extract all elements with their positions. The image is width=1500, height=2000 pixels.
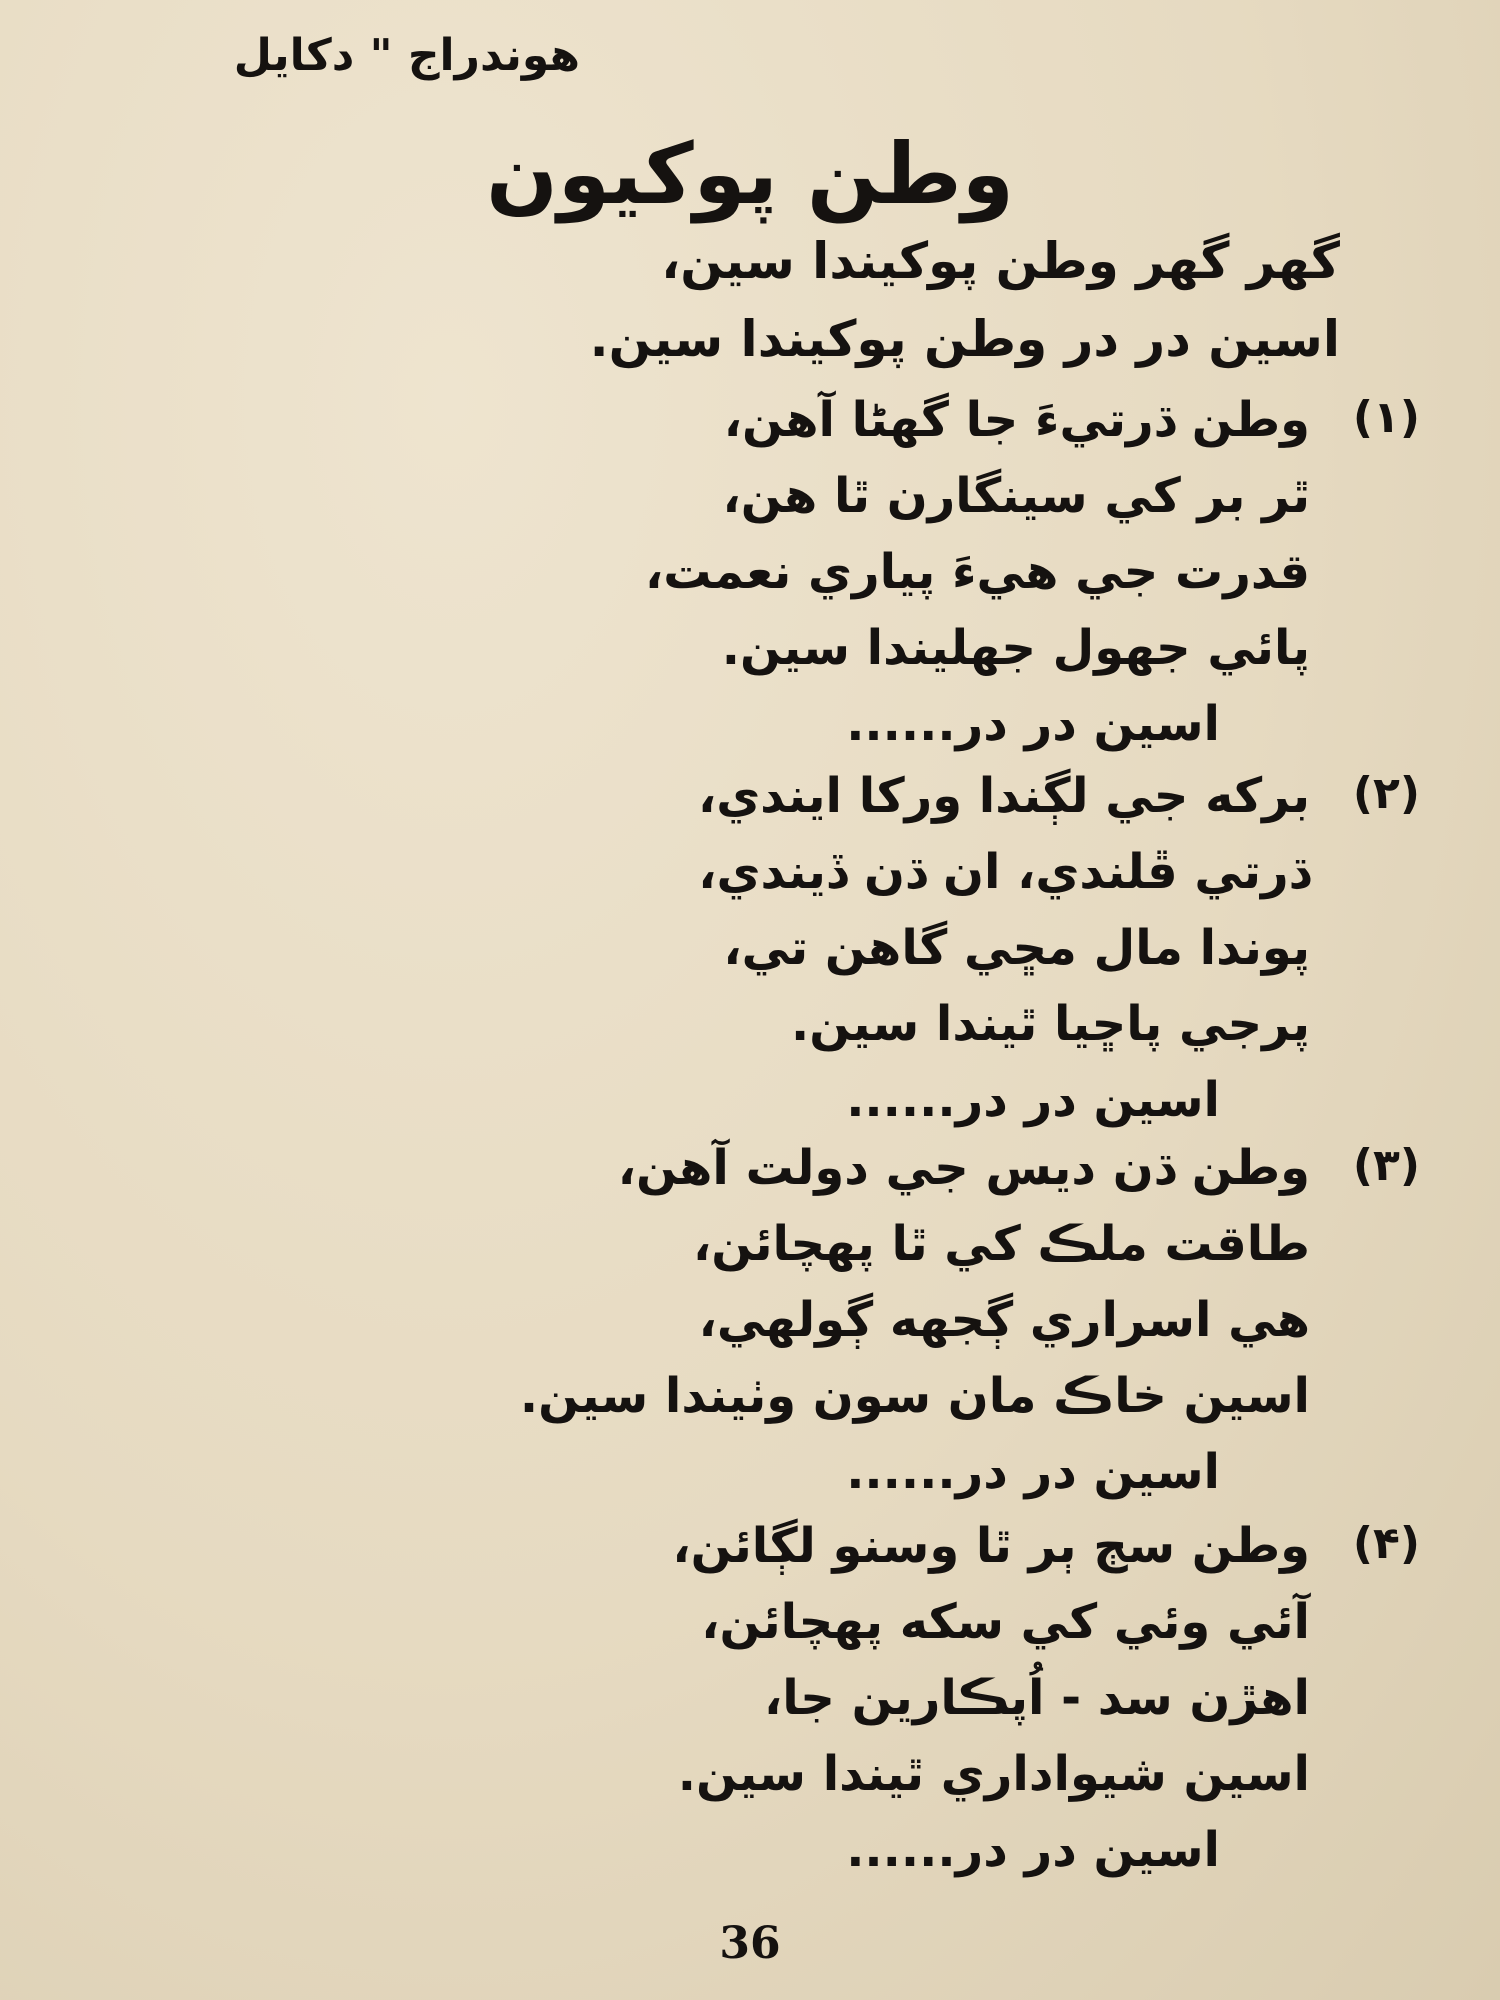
- stanza-line-text: آئي وئي کي سکه پهچائن،: [701, 1594, 1310, 1650]
- stanza-2: [200, 768, 1420, 1148]
- chorus-line: [200, 696, 1420, 772]
- stanza-line-text: برکه جي لڳندا ورکا ايندي،: [697, 768, 1310, 824]
- stanza-number: (۴): [1352, 1518, 1420, 1569]
- stanza-line-text: پرجي پاڇيا ٿيندا سين.: [790, 996, 1310, 1052]
- stanza-line-text: ڌرتي ڦلندي، ان ڌن ڏيندي،: [698, 844, 1310, 900]
- refrain: [260, 232, 1340, 388]
- stanza-line: [200, 1216, 1420, 1292]
- chorus-text: اسين در در......: [846, 696, 1220, 752]
- stanza-line: [200, 1670, 1420, 1746]
- stanza-line-text: پوندا مال مڇي گاهن تي،: [723, 920, 1310, 976]
- poem-title: وطن پوکيون: [486, 125, 1014, 223]
- stanza-line-text: پائي جهول جهليندا سين.: [721, 620, 1310, 676]
- stanza-line: [200, 1292, 1420, 1368]
- refrain-line: گهر گهر وطن پوکيندا سين،: [661, 232, 1340, 290]
- stanza-line: [200, 1518, 1420, 1594]
- chorus-text: اسين در در......: [846, 1072, 1220, 1128]
- page-number: 36: [719, 1918, 781, 1969]
- stanza-4: [200, 1518, 1420, 1898]
- chorus-text: اسين در در......: [846, 1822, 1220, 1878]
- stanza-number: (۳): [1352, 1140, 1420, 1191]
- stanza-1: [200, 392, 1420, 772]
- stanza-line: [200, 920, 1420, 996]
- stanza-line-text: وطن سڄ ٻر ٿا وسنو لڳائن،: [672, 1518, 1310, 1574]
- stanza-line: [200, 620, 1420, 696]
- stanza-line: [200, 1594, 1420, 1670]
- stanza-line: [200, 468, 1420, 544]
- chorus-line: [200, 1072, 1420, 1148]
- stanza-line: [200, 996, 1420, 1072]
- stanza-number: (۱): [1352, 392, 1420, 443]
- chorus-text: اسين در در......: [846, 1444, 1220, 1500]
- stanza-line-text: قدرت جي هيءَ پياري نعمت،: [644, 544, 1310, 600]
- chorus-line: [200, 1444, 1420, 1520]
- stanza-line: [200, 1368, 1420, 1444]
- stanza-line: [200, 844, 1420, 920]
- stanza-line: [200, 768, 1420, 844]
- stanza-line-text: وطن ڌرتيءَ جا گهڻا آهن،: [723, 392, 1310, 448]
- stanza-line-text: طاقت ملڪ کي ٿا پهچائن،: [693, 1216, 1310, 1272]
- stanza-number: (۲): [1352, 768, 1420, 819]
- stanza-line-text: اسين خاڪ مان سون وٺيندا سين.: [519, 1368, 1310, 1424]
- chorus-line: [200, 1822, 1420, 1898]
- running-head: هوندراج " دکايل: [233, 30, 580, 81]
- stanza-line-text: هي اسراري ڳجهه ڳولهي،: [698, 1292, 1310, 1348]
- stanza-line-text: وطن ڌن ديس جي دولت آهن،: [617, 1140, 1310, 1196]
- refrain-line: اسين در در وطن پوکيندا سين.: [589, 310, 1340, 368]
- stanza-line: [200, 544, 1420, 620]
- stanza-line: [200, 392, 1420, 468]
- stanza-line-text: اهڙن سد - اُپڪارين جا،: [764, 1670, 1310, 1726]
- stanza-line-text: ٿر بر کي سينگارن ٿا هن،: [722, 468, 1310, 524]
- stanza-line: [200, 1746, 1420, 1822]
- stanza-line-text: اسين شيواداري ٿيندا سين.: [677, 1746, 1310, 1802]
- stanza-3: [200, 1140, 1420, 1520]
- stanza-line: [200, 1140, 1420, 1216]
